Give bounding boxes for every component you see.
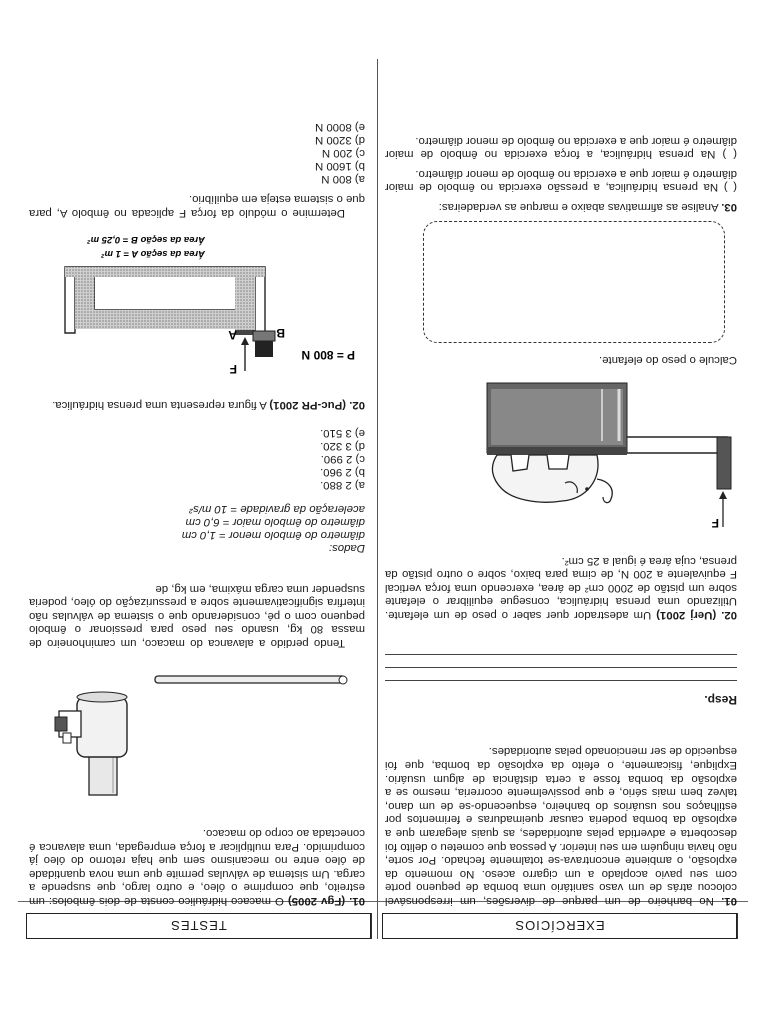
test-01-option[interactable]: c) 2 990. — [320, 453, 365, 465]
data-label: Dados: — [328, 542, 365, 554]
test-01-option[interactable]: d) 3 320. — [320, 440, 365, 452]
exercise-01 — [385, 744, 737, 907]
hydraulic-jack-figure — [29, 651, 365, 801]
test-02-option[interactable]: d) 3200 N — [314, 134, 365, 146]
exercise-02-text: Um adestrador quer saber o peso de um elefante. Utilizando uma prensa hidráulica, consegue equilibrar o elefante sobre um pistão de 2000 cm² de área, exercendo uma força vertical F equivalente a 200 N, de cima para baixo, sobre o outro pistão da prensa, cuja área é igual a 25 cm². — [384, 554, 737, 621]
elephant-fig-label-f: F — [711, 516, 719, 530]
test-02-prompt: Determine o módulo da força F aplicada no êmbolo A, para que o sistema esteja em equilíbrio. — [29, 193, 365, 219]
test-01-source: (Fgv 2005) — [287, 895, 346, 907]
test-01-text: O macaco hidráulico consta de dois êmbolos: um estreito, que comprime o óleo, e outro largo, que suspende a carga. Um sistema de válvulas permite que uma nova quantidade de óleo entre no mecanismo sem que haja retorno do óleo já comprimido. Para multiplicar a força empregada, uma alavanca é conectada ao corpo do macaco. — [29, 827, 365, 907]
column-divider — [377, 59, 378, 939]
test-01-scenario: Tendo perdido a alavanca do macaco, um caminhoneiro de massa 80 kg, usando seu peso para pressionar o êmbolo pequeno com o pé, considerando que o sistema de válvulas não interfira significativamente sobre a pressurização do óleo, poderia suspender uma carga máxima, em kg, de — [29, 582, 365, 649]
data-item: diâmetro do êmbolo maior = 6,0 cm — [185, 516, 365, 528]
answer-box[interactable] — [423, 221, 725, 343]
press-fig-area-b: Área da seção B = 0,25 m² — [87, 234, 205, 245]
test-01-data — [29, 502, 365, 554]
data-item: diâmetro do êmbolo menor = 1,0 cm — [181, 529, 365, 541]
answer-area — [385, 654, 737, 707]
exercise-03 — [385, 133, 737, 213]
test-01 — [29, 825, 365, 907]
exercise-02-number: 02. — [721, 609, 737, 621]
tests-header: TESTES — [26, 913, 371, 939]
exercise-01-number: 01. — [721, 895, 737, 907]
exercise-03-option[interactable]: ( ) Na prensa hidráulica, a força exercida no êmbolo de maior diâmetro é maior que a exercida no êmbolo de menor diâmetro. — [385, 134, 737, 161]
data-item: aceleração da gravidade = 10 m/s² — [189, 503, 365, 515]
test-02-source: (Puc-PR 2001) — [269, 399, 346, 411]
test-01-options — [165, 426, 365, 491]
exercise-02-prompt: Calcule o peso do elefante. — [598, 354, 737, 366]
test-02 — [29, 397, 365, 411]
press-fig-label-b: B — [276, 326, 285, 340]
exercise-01-text: No banheiro de um parque de diversões, um irresponsável colocou atrás de um vaso sanitário uma bomba de pequeno porte com seu pavio acoplado a um cigarro aceso. No momento da explosão, o ambiente encontrava-se totalmente fechado. Por sorte, não havia ninguém em seu interior. A pessoa que cometeu o delito foi descoberta e advertida pelas autoridades, as quais alegaram que a explosão da bomba poderia causar queimaduras e ferimentos por estilhaços nos usuários do banheiro, esquecendo-se de um dano, talvez bem mais sério, e que possivelmente ocorreria, mesmo se a explosão da bomba fosse a certa distância de algum usuário. Explique, fisicamente, o efeito da explosão da bomba, que foi esquecido de ser mencionado pelas autoridades. — [384, 745, 737, 907]
test-02-options — [165, 120, 365, 185]
exercise-03-number: 03. — [721, 201, 737, 213]
tests-column — [26, 121, 372, 939]
test-02-option[interactable]: b) 1600 N — [314, 160, 365, 172]
answer-line[interactable] — [385, 680, 737, 693]
test-02-option[interactable]: a) 800 N — [321, 173, 365, 185]
test-02-option[interactable]: c) 200 N — [321, 147, 365, 159]
exercises-column — [382, 134, 738, 939]
test-01-option[interactable]: e) 3 510. — [320, 427, 365, 439]
exercise-02 — [385, 553, 737, 621]
answer-line[interactable] — [385, 654, 737, 667]
test-01-option[interactable]: b) 2 960. — [320, 466, 365, 478]
exercises-header: EXERCÍCIOS — [382, 913, 737, 939]
test-02-option[interactable]: e) 8000 N — [314, 121, 365, 133]
test-01-option[interactable]: a) 2 880. — [320, 479, 365, 491]
test-01-number: 01. — [349, 895, 365, 907]
press-fig-area-a: Área da seção A = 1 m² — [101, 248, 205, 259]
answer-label: Resp. — [704, 693, 737, 707]
exercise-03-option[interactable]: ( ) Na prensa hidráulica, a pressão exercida no êmbolo de maior diâmetro é maior que a exercida no êmbolo de menor diâmetro. — [385, 167, 737, 194]
exercise-03-text: Analise as afirmativas abaixo e marque as verdadeiras: — [438, 201, 719, 213]
elephant-press-figure — [385, 369, 737, 549]
test-02-number: 02. — [349, 399, 365, 411]
press-figure — [29, 229, 365, 379]
exercise-02-source: (Uerj 2001) — [656, 609, 717, 621]
answer-line[interactable] — [385, 667, 737, 680]
test-02-text: A figura representa uma prensa hidráulica. — [52, 399, 267, 411]
press-fig-label-f: F — [229, 362, 237, 376]
press-fig-label-a: A — [228, 328, 237, 342]
press-fig-label-p: P = 800 N — [301, 348, 355, 362]
